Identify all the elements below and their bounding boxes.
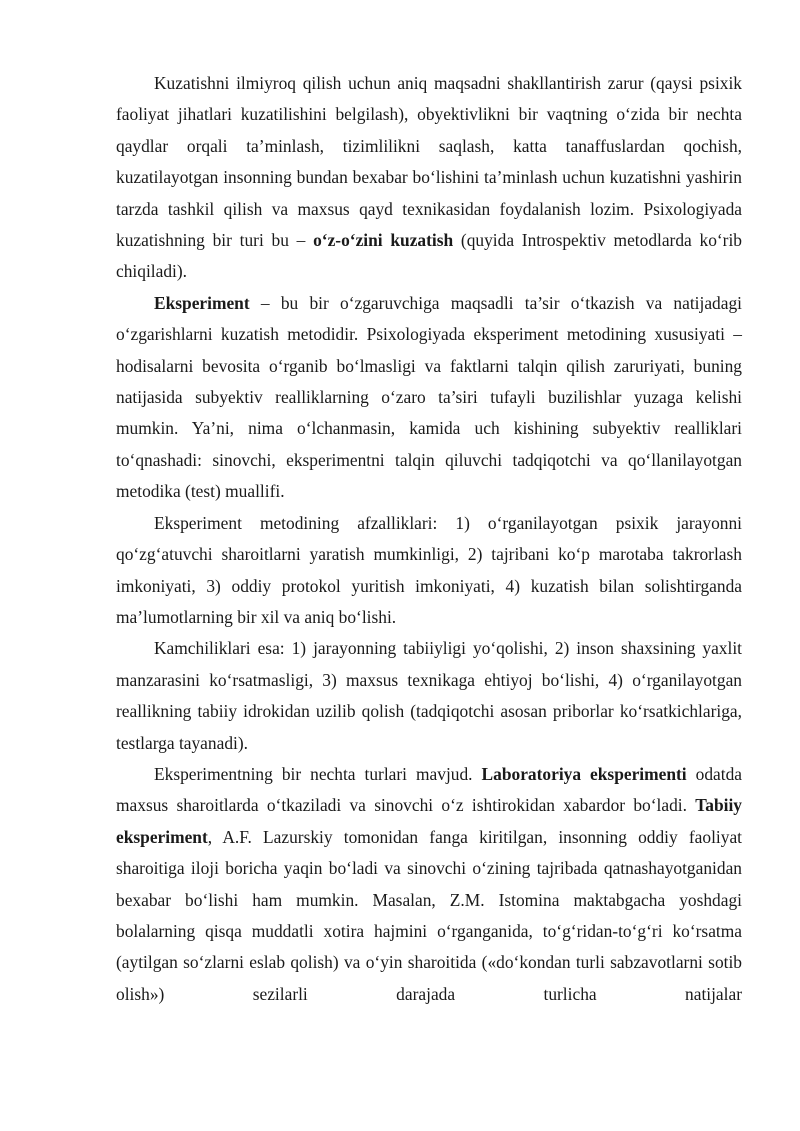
document-page — [116, 68, 742, 1010]
paragraph-text: Eksperiment metodining afzalliklari: 1) o‘rganilayotgan psixik jarayonni qo‘zg‘atuvchi sharoitlarni yaratish mumkinligi, 2) tajribani ko‘p marotaba takrorlash imkoniyati, 3) oddiy protokol yuritish imkoniyati, 4) kuzatish bilan solishtirganda ma’lumotlarning bir xil va aniq bo‘lishi. — [116, 512, 742, 627]
paragraph-text: (quyida Introspektiv metodlarda ko‘rib chiqiladi). — [116, 230, 742, 282]
paragraph-text: – bu bir o‘zgaruvchiga maqsadli ta’sir o‘tkazish va natijadagi o‘zgarishlarni kuzatish metodidir. Psixologiyada eksperiment metodining xususiyati – hodisalarni bevosita o‘rganib bo‘lmasligi va faktlarni talqin qilish zaruriyati, buning natijasida subyektiv realliklarning o‘zaro ta’siri tufayli buzilishlar yuzaga kelishi mumkin. Ya’ni, nima o‘lchanmasin, kamida uch kishining subyektiv realliklari to‘qnashadi: sinovchi, eksperimentni talqin qiluvchi tadqiqotchi va qo‘llanilayotgan metodika (test) muallifi. — [116, 292, 742, 502]
paragraph-text: , A.F. Lazurskiy tomonidan fanga kiritilgan, insonning oddiy faoliyat sharoitiga iloji boricha yaqin bo‘ladi va sinovchi o‘zining tajribada qatnashayotganidan bexabar bo‘lishi ham mumkin. Masalan, Z.M. Istomina maktabgacha yoshdagi bolalarning qisqa muddatli xotira hajmini o‘rganganida, to‘g‘ridan-to‘g‘ri ko‘rsatma (aytilgan so‘zlarni eslab qolish) va o‘yin sharoitida («do‘kondan turli sabzavotlarni sotib olish») sezilarli darajada turlicha natijalar — [116, 826, 742, 1004]
paragraph-text: Kuzatishni ilmiyroq qilish uchun aniq maqsadni shakllantirish zarur (qaysi psixik faoliyat jihatlari kuzatilishini belgilash), obyektivlikni bir vaqtning o‘zida bir nechta qaydlar orqali ta’minlash, tizimlilikni saqlash, katta tanaffuslardan qochish, kuzatilayotgan insonning bundan bexabar bo‘lishini ta’minlash uchun kuzatishni yashirin tarzda tashkil qilish va maxsus qayd texnikasidan foydalanish lozim. Psixologiyada kuzatishning bir turi bu – — [116, 73, 742, 251]
paragraph-text: Kamchiliklari esa: 1) jarayonning tabiiyligi yo‘qolishi, 2) inson shaxsining yaxlit manzarasini ko‘rsatmasligi, 3) maxsus texnikaga ehtiyoj bo‘lishi, 4) o‘rganilayotgan reallikning tabiiy idrokidan uzilib qolish (tadqiqotchi asosan priborlar ko‘rsatkichlariga, testlarga tayanadi). — [116, 638, 742, 753]
paragraph-experiment-types — [116, 759, 742, 1010]
paragraph-experiment-drawbacks — [116, 633, 742, 759]
paragraph-text: odatda maxsus sharoitlarda o‘tkaziladi va sinovchi o‘z ishtirokidan xabardor bo‘ladi. — [116, 763, 742, 816]
paragraph-text: Eksperimentning bir nechta turlari mavjud. — [154, 763, 482, 784]
paragraph-experiment-advantages — [116, 508, 742, 634]
bold-term-natural-experiment: Tabiiy eksperiment — [116, 795, 742, 847]
paragraph-experiment-definition — [116, 288, 742, 508]
bold-term-self-observation: o‘z-o‘zini kuzatish — [313, 230, 454, 251]
bold-term-experiment: Eksperiment — [154, 292, 250, 313]
paragraph-self-observation — [116, 68, 742, 288]
bold-term-laboratory-experiment: Laboratoriya eksperimenti — [481, 763, 687, 784]
